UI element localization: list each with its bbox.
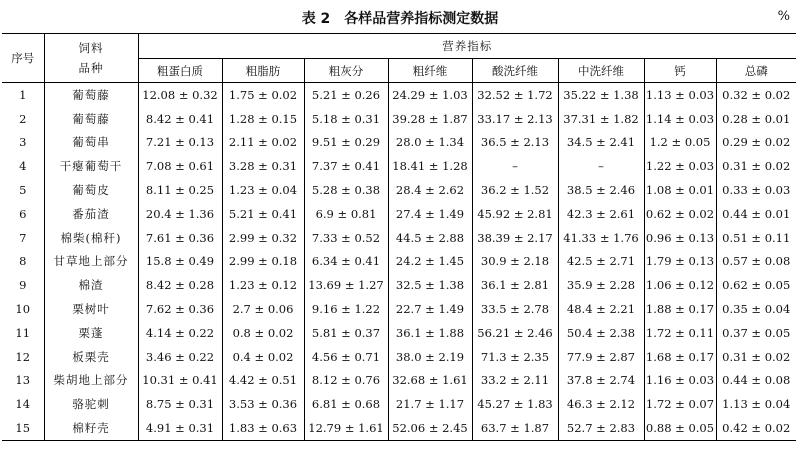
feed-name: 棉柴(棉秆) — [44, 226, 138, 250]
nutrient-value: 37.31 ± 1.82 — [558, 107, 644, 131]
nutrient-value: 3.53 ± 0.36 — [222, 392, 304, 416]
nutrient-value: 71.3 ± 2.35 — [472, 345, 558, 369]
nutrient-value: 38.5 ± 2.46 — [558, 178, 644, 202]
header-nutrient: 粗灰分 — [304, 59, 388, 83]
feed-name: 番茄渣 — [44, 202, 138, 226]
nutrient-value: 24.29 ± 1.03 — [388, 83, 472, 107]
nutrient-value: 8.42 ± 0.41 — [138, 107, 222, 131]
nutrient-value: 39.28 ± 1.87 — [388, 107, 472, 131]
nutrient-value: 2.11 ± 0.02 — [222, 131, 304, 155]
nutrient-value: 44.5 ± 2.88 — [388, 226, 472, 250]
nutrient-value: 6.9 ± 0.81 — [304, 202, 388, 226]
nutrient-value: 4.56 ± 0.71 — [304, 345, 388, 369]
nutrient-value: 63.7 ± 1.87 — [472, 416, 558, 440]
table-row — [2, 273, 796, 297]
nutrient-value: 36.2 ± 1.52 — [472, 178, 558, 202]
nutrient-value: 2.99 ± 0.18 — [222, 250, 304, 274]
nutrient-value: 20.4 ± 1.36 — [138, 202, 222, 226]
nutrient-value: 0.44 ± 0.08 — [722, 373, 791, 388]
nutrient-value: 50.4 ± 2.38 — [558, 321, 644, 345]
row-number: 11 — [2, 321, 44, 345]
nutrient-value: 33.5 ± 2.78 — [472, 297, 558, 321]
nutrient-value: 0.42 ± 0.02 — [716, 416, 796, 440]
nutrient-value: 1.14 ± 0.03 — [644, 107, 716, 131]
feed-name: 干瘪葡萄干 — [44, 154, 138, 178]
row-number: 2 — [2, 107, 44, 131]
nutrient-value: 0.62 ± 0.02 — [644, 202, 716, 226]
nutrient-value: 7.62 ± 0.36 — [138, 297, 222, 321]
nutrient-value: 24.2 ± 1.45 — [388, 250, 472, 274]
nutrient-value: 5.21 ± 0.41 — [222, 202, 304, 226]
table-row — [2, 107, 796, 131]
feed-name: 葡萄皮 — [44, 178, 138, 202]
nutrient-value: 1.23 ± 0.12 — [222, 273, 304, 297]
nutrient-value: 15.8 ± 0.49 — [138, 250, 222, 274]
feed-name: 栗树叶 — [44, 297, 138, 321]
header-no: 序号 — [2, 34, 44, 83]
nutrient-value: 0.32 ± 0.02 — [722, 87, 791, 102]
table-row — [2, 83, 796, 107]
nutrient-value: 2.7 ± 0.06 — [222, 297, 304, 321]
nutrient-value: 77.9 ± 2.87 — [558, 345, 644, 369]
nutrient-value: 5.21 ± 0.26 — [304, 83, 388, 107]
table-row — [2, 321, 796, 345]
nutrient-value: 7.08 ± 0.61 — [138, 154, 222, 178]
header-feed-line2: 品种 — [78, 61, 104, 75]
feed-name: 葡萄串 — [44, 131, 138, 155]
nutrient-value: 7.61 ± 0.36 — [138, 226, 222, 250]
nutrient-value: 42.3 ± 2.61 — [558, 202, 644, 226]
header-nutrient: 粗脂肪 — [222, 59, 304, 83]
nutrient-value: 21.7 ± 1.17 — [388, 392, 472, 416]
nutrient-value: 0.4 ± 0.02 — [222, 345, 304, 369]
nutrient-value: 0.62 ± 0.05 — [722, 278, 791, 293]
nutrient-value: 1.88 ± 0.17 — [644, 297, 716, 321]
row-number: 1 — [2, 83, 44, 107]
nutrient-value: 10.31 ± 0.41 — [138, 369, 222, 393]
nutrient-value: 0.44 ± 0.01 — [722, 206, 791, 221]
nutrient-value: 1.28 ± 0.15 — [222, 107, 304, 131]
nutrient-value: 28.0 ± 1.34 — [388, 131, 472, 155]
header-nutrient: 钙 — [644, 59, 716, 83]
nutrient-value: 27.4 ± 1.49 — [388, 202, 472, 226]
nutrient-value: 4.91 ± 0.31 — [138, 416, 222, 440]
nutrient-value: 8.42 ± 0.28 — [138, 273, 222, 297]
nutrient-value: 2.99 ± 0.32 — [222, 226, 304, 250]
feed-name: 板栗壳 — [44, 345, 138, 369]
feed-name: 棉渣 — [44, 273, 138, 297]
nutrient-value: 0.37 ± 0.05 — [722, 325, 791, 340]
nutrient-value: 6.81 ± 0.68 — [304, 392, 388, 416]
nutrient-value: 41.33 ± 1.76 — [558, 226, 644, 250]
nutrient-value: 42.5 ± 2.71 — [558, 250, 644, 274]
nutrient-value: 13.69 ± 1.27 — [304, 273, 388, 297]
nutrient-value: 48.4 ± 2.21 — [558, 297, 644, 321]
nutrient-value: 32.52 ± 1.72 — [472, 83, 558, 107]
nutrient-value: 52.7 ± 2.83 — [558, 416, 644, 440]
nutrient-value: 1.72 ± 0.07 — [644, 392, 716, 416]
row-number: 6 — [2, 202, 44, 226]
nutrient-value: 8.75 ± 0.31 — [138, 392, 222, 416]
unit-label: % — [777, 9, 790, 24]
nutrient-value: 38.0 ± 2.19 — [388, 345, 472, 369]
nutrient-value: 12.79 ± 1.61 — [304, 416, 388, 440]
nutrient-value: 1.83 ± 0.63 — [222, 416, 304, 440]
nutrient-value: 7.33 ± 0.52 — [304, 226, 388, 250]
header-nutrient: 酸洗纤维 — [472, 59, 558, 83]
nutrient-value: 1.22 ± 0.03 — [644, 154, 716, 178]
nutrient-value: 1.06 ± 0.12 — [644, 273, 716, 297]
nutrient-value: 33.17 ± 2.13 — [472, 107, 558, 131]
nutrient-value: 56.21 ± 2.46 — [472, 321, 558, 345]
row-number: 10 — [2, 297, 44, 321]
row-number: 13 — [2, 369, 44, 393]
nutrient-value: 4.14 ± 0.22 — [138, 321, 222, 345]
table-row — [2, 416, 796, 440]
row-number: 5 — [2, 178, 44, 202]
nutrient-value: 46.3 ± 2.12 — [558, 392, 644, 416]
header-nutrient: 粗蛋白质 — [138, 59, 222, 83]
header-nutrient: 粗纤维 — [388, 59, 472, 83]
table-row — [2, 392, 796, 416]
row-number: 4 — [2, 154, 44, 178]
table-row — [2, 345, 796, 369]
nutrient-value: 34.5 ± 2.41 — [558, 131, 644, 155]
feed-name: 甘草地上部分 — [44, 250, 138, 274]
nutrient-value: 22.7 ± 1.49 — [388, 297, 472, 321]
nutrient-value: 33.2 ± 2.11 — [472, 369, 558, 393]
nutrient-value: 4.42 ± 0.51 — [222, 369, 304, 393]
nutrient-value: 0.57 ± 0.08 — [722, 254, 791, 269]
nutrient-value: 1.23 ± 0.04 — [222, 178, 304, 202]
header-feed — [44, 34, 138, 83]
nutrient-value: 38.39 ± 2.17 — [472, 226, 558, 250]
nutrient-value: 9.16 ± 1.22 — [304, 297, 388, 321]
header-nutrient: 中洗纤维 — [558, 59, 644, 83]
nutrient-value: 6.34 ± 0.41 — [304, 250, 388, 274]
feed-name: 葡萄藤 — [44, 107, 138, 131]
table-row — [2, 131, 796, 155]
nutrient-value: 0.51 ± 0.11 — [722, 230, 791, 245]
nutrient-value: 0.8 ± 0.02 — [222, 321, 304, 345]
nutrient-value: – — [558, 154, 644, 178]
table-row — [2, 250, 796, 274]
nutrient-value: 52.06 ± 2.45 — [388, 416, 472, 440]
nutrient-value: 35.9 ± 2.28 — [558, 273, 644, 297]
feed-name: 葡萄藤 — [44, 83, 138, 107]
nutrient-value: 1.13 ± 0.03 — [644, 83, 716, 107]
table-caption: 表 2 各样品营养指标测定数据 — [301, 11, 499, 27]
table-row — [2, 226, 796, 250]
row-number: 14 — [2, 392, 44, 416]
feed-name: 柴胡地上部分 — [44, 369, 138, 393]
nutrient-value: 0.29 ± 0.02 — [722, 135, 791, 150]
nutrient-value: 5.81 ± 0.37 — [304, 321, 388, 345]
nutrient-value: 1.75 ± 0.02 — [222, 83, 304, 107]
feed-name: 栗蓬 — [44, 321, 138, 345]
row-number: 9 — [2, 273, 44, 297]
header-group: 营养指标 — [138, 34, 796, 59]
row-number: 15 — [2, 416, 44, 440]
nutrient-value: 9.51 ± 0.29 — [304, 131, 388, 155]
nutrient-value: 0.31 ± 0.02 — [722, 159, 791, 174]
nutrient-value: 18.41 ± 1.28 — [388, 154, 472, 178]
row-number: 7 — [2, 226, 44, 250]
nutrient-value: – — [472, 154, 558, 178]
nutrient-value: 0.28 ± 0.01 — [722, 111, 791, 126]
nutrient-value: 0.96 ± 0.13 — [644, 226, 716, 250]
nutrient-value: 8.11 ± 0.25 — [138, 178, 222, 202]
nutrient-value: 36.5 ± 2.13 — [472, 131, 558, 155]
nutrient-value: 1.13 ± 0.04 — [722, 397, 791, 412]
row-number: 12 — [2, 345, 44, 369]
nutrient-value: 35.22 ± 1.38 — [558, 83, 644, 107]
nutrient-value: 12.08 ± 0.32 — [138, 83, 222, 107]
nutrient-value: 45.27 ± 1.83 — [472, 392, 558, 416]
nutrient-value: 32.5 ± 1.38 — [388, 273, 472, 297]
table-row — [2, 202, 796, 226]
nutrient-value: 8.12 ± 0.76 — [304, 369, 388, 393]
nutrient-value: 7.21 ± 0.13 — [138, 131, 222, 155]
feed-name: 骆驼刺 — [44, 392, 138, 416]
nutrition-table — [2, 33, 796, 441]
row-number: 3 — [2, 131, 44, 155]
nutrient-value: 36.1 ± 1.88 — [388, 321, 472, 345]
nutrient-value: 1.68 ± 0.17 — [644, 345, 716, 369]
nutrient-value: 7.37 ± 0.41 — [304, 154, 388, 178]
nutrient-value: 45.92 ± 2.81 — [472, 202, 558, 226]
table-row — [2, 154, 796, 178]
table-row — [2, 297, 796, 321]
nutrient-value: 1.79 ± 0.13 — [644, 250, 716, 274]
nutrient-value: 1.16 ± 0.03 — [644, 369, 716, 393]
nutrient-value: 3.28 ± 0.31 — [222, 154, 304, 178]
nutrient-value: 1.2 ± 0.05 — [644, 131, 716, 155]
nutrient-value: 0.88 ± 0.05 — [644, 416, 716, 440]
header-feed-line1: 饲料 — [78, 41, 104, 55]
nutrient-value: 0.31 ± 0.02 — [722, 349, 791, 364]
nutrient-value: 36.1 ± 2.81 — [472, 273, 558, 297]
nutrient-value: 28.4 ± 2.62 — [388, 178, 472, 202]
nutrient-value: 37.8 ± 2.74 — [558, 369, 644, 393]
header-nutrient: 总磷 — [716, 59, 796, 83]
nutrient-value: 30.9 ± 2.18 — [472, 250, 558, 274]
nutrient-value: 0.33 ± 0.03 — [722, 183, 791, 198]
nutrient-value: 3.46 ± 0.22 — [138, 345, 222, 369]
table-row — [2, 178, 796, 202]
row-number: 8 — [2, 250, 44, 274]
feed-name: 棉籽壳 — [44, 416, 138, 440]
nutrient-value: 5.28 ± 0.38 — [304, 178, 388, 202]
nutrient-value: 1.72 ± 0.11 — [644, 321, 716, 345]
table-row — [2, 369, 796, 393]
table-body — [2, 83, 796, 441]
nutrient-value: 5.18 ± 0.31 — [304, 107, 388, 131]
nutrient-value: 32.68 ± 1.61 — [388, 369, 472, 393]
nutrient-value: 0.35 ± 0.04 — [722, 302, 791, 317]
nutrient-value: 1.08 ± 0.01 — [644, 178, 716, 202]
